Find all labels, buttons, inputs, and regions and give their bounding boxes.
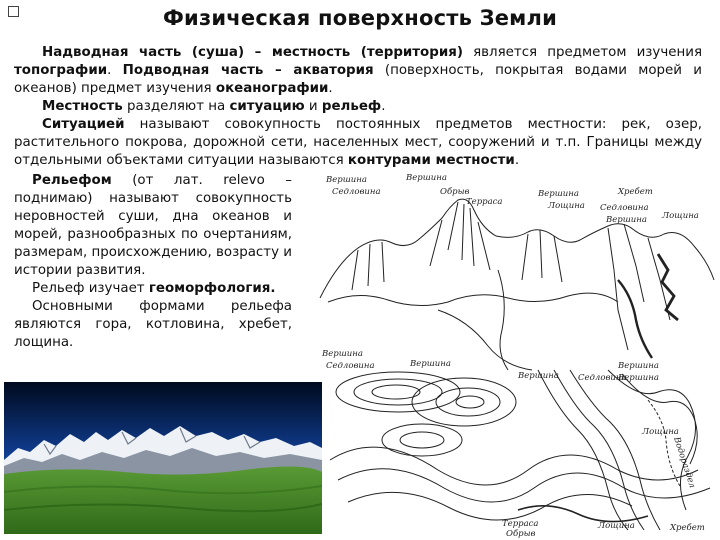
contour-line <box>330 447 698 485</box>
text-span: . <box>107 63 123 78</box>
intro-paragraph-2 <box>14 98 702 116</box>
label-sedlovina: Седловина <box>578 373 627 383</box>
intro-paragraph-3 <box>14 116 702 170</box>
valley-line <box>438 310 532 370</box>
ravine-shading <box>618 280 652 358</box>
label-sedlovina: Седловина <box>326 361 375 371</box>
slope-line <box>498 270 508 370</box>
label-vershina: Вершина <box>606 215 647 225</box>
label-khrebet: Хребет <box>618 187 653 197</box>
label-obryv: Обрыв <box>506 529 536 538</box>
text-span: называют совокупность постоянных предметов местности: рек, озер, растительного покрова, дорожной сети, населенных мест, сооружений и т.п. Границы между отдельными объектами ситуации называются <box>14 117 702 168</box>
text-span: и <box>304 99 322 114</box>
contour-line <box>554 370 644 530</box>
label-vershina: Вершина <box>322 349 363 359</box>
text-span: . <box>328 81 333 96</box>
relief-text <box>14 172 292 352</box>
relief-drawing <box>318 170 716 538</box>
term-geomorphology: геоморфология. <box>148 281 276 296</box>
term-terrain: Местность <box>42 99 123 114</box>
label-loshchina: Лощина <box>598 521 635 531</box>
relief-paragraph-1 <box>14 172 292 280</box>
term-situation-def: Ситуацией <box>42 117 125 132</box>
relief-paragraph-3 <box>14 298 292 352</box>
ravine-shading <box>658 254 678 320</box>
contour-line <box>456 396 484 408</box>
label-loshchina: Лощина <box>662 211 699 221</box>
label-loshchina: Лощина <box>548 201 585 211</box>
label-sedlovina: Седловина <box>600 203 649 213</box>
slope-hatching <box>430 202 490 270</box>
text-span: (от лат. relevo – поднимаю) называют совокупность неровностей суши, дна океанов и морей, разнообразных по очертаниям, размерам, происхождению, возрасту и истории развития. <box>14 173 292 278</box>
label-terrasa: Терраса <box>466 197 503 207</box>
term-relief-def: Рельефом <box>32 173 112 188</box>
contour-line <box>354 379 442 405</box>
text-span: Основными формами рельефа являются гора, котловина, хребет, лощина. <box>14 299 292 350</box>
foothill-line <box>328 293 618 305</box>
intro-text <box>14 44 702 170</box>
contour-line <box>400 432 444 448</box>
contour-line <box>336 372 460 412</box>
term-relief: рельеф <box>321 99 382 114</box>
term-contours: контурами местности <box>347 153 515 168</box>
label-sedlovina: Седловина <box>332 187 381 197</box>
term-oceanography: океанографии <box>215 81 329 96</box>
text-span: . <box>381 99 386 114</box>
label-vershina: Вершина <box>538 189 579 199</box>
photo-green-hills <box>4 466 322 534</box>
text-span: (поверхность, покрытая водами морей и океанов) предмет изучения <box>14 63 702 96</box>
label-vershina: Вершина <box>326 175 367 185</box>
label-terrasa: Терраса <box>502 519 539 529</box>
ridge-outline <box>320 199 714 298</box>
intro-paragraph-1 <box>14 44 702 98</box>
label-khrebet: Хребет <box>670 523 705 533</box>
contour-line <box>382 424 462 456</box>
text-span: Рельеф изучает <box>32 281 149 296</box>
text-span: является предметом изучения <box>462 45 703 60</box>
contour-line <box>348 492 632 520</box>
slide-title: Физическая поверхность Земли <box>163 6 557 30</box>
label-vershina: Вершина <box>518 371 559 381</box>
contour-map <box>330 370 710 530</box>
contour-line <box>338 469 710 502</box>
label-vershina: Вершина <box>406 173 447 183</box>
label-vershina: Вершина <box>410 359 451 369</box>
term-topography: топографии <box>14 63 108 78</box>
contour-line <box>436 388 500 416</box>
label-vodorazdel: Водораздел <box>671 435 697 490</box>
term-land: Надводная часть (суша) – местность (территория) <box>42 45 463 60</box>
text-span: разделяют на <box>122 99 230 114</box>
mountain-photo <box>4 382 322 534</box>
relief-paragraph-2 <box>14 280 292 298</box>
slope-hatching <box>352 230 562 290</box>
label-loshchina: Лощина <box>642 427 679 437</box>
term-water-area: Подводная часть – акватория <box>122 63 374 78</box>
text-span: . <box>514 153 520 168</box>
label-obryv: Обрыв <box>440 187 470 197</box>
label-vershina: Вершина <box>618 373 659 383</box>
drawing-labels <box>321 173 705 538</box>
label-vershina: Вершина <box>618 361 659 371</box>
term-situation: ситуацию <box>229 99 305 114</box>
relief-sketch-3d <box>320 199 714 370</box>
